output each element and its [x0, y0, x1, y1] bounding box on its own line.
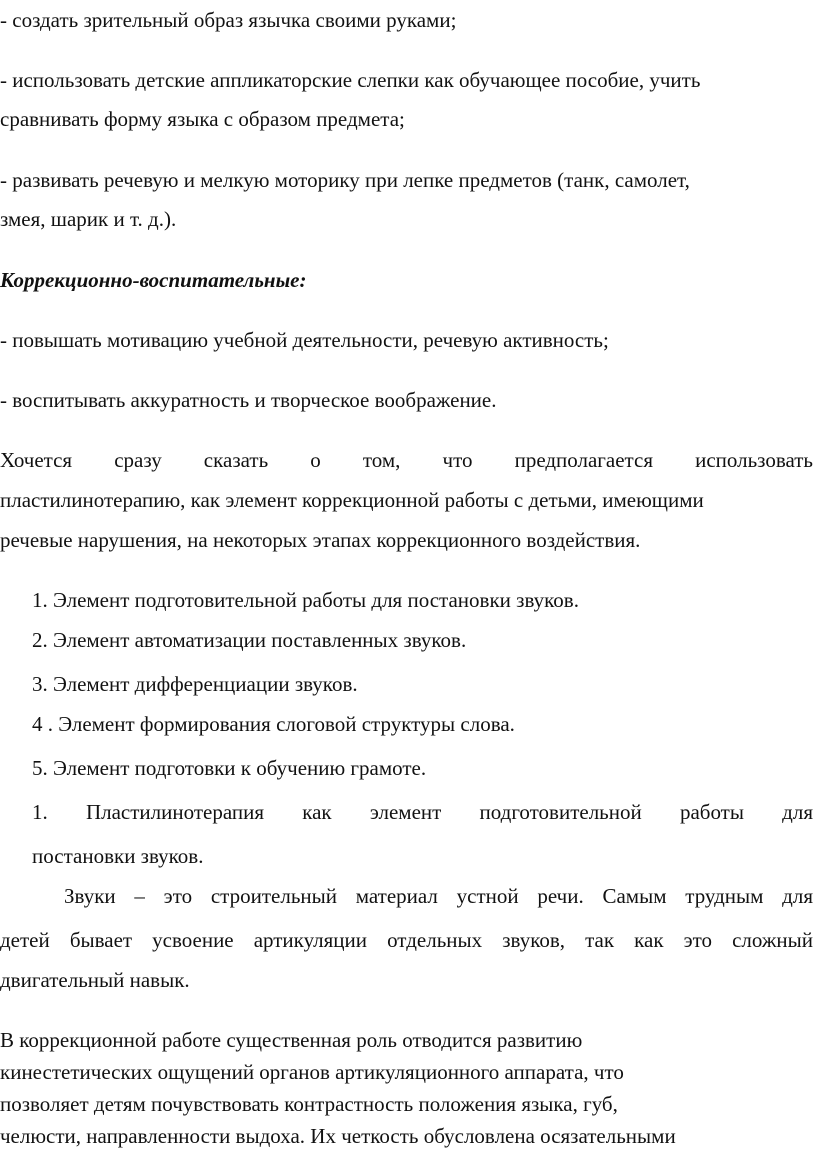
list-item-4: 4 . Элемент формирования слоговой структуры слова.	[32, 712, 515, 736]
body-line-1: Звуки – это строительный материал устной речи. Самым трудным для	[64, 884, 813, 908]
list-item-5: 5. Элемент подготовки к обучению грамоте.	[32, 756, 427, 780]
goal-line-2: - использовать детские аппликаторские слепки как обучающее пособие, учить	[0, 68, 701, 92]
body-line-6: позволяет детям почувствовать контрастность положения языка, губ,	[0, 1092, 618, 1116]
goal-line-5: - воспитывать аккуратность и творческое воображение.	[0, 388, 497, 412]
goal-line-2-cont: сравнивать форму языка с образом предмета;	[0, 107, 405, 131]
goal-line-3: - развивать речевую и мелкую моторику при лепке предметов (танк, самолет,	[0, 168, 690, 192]
body-line-4: В коррекционной работе существенная роль отводится развитию	[0, 1028, 583, 1052]
intro-line-1: Хочется сразу сказать о том, что предполагается использовать	[0, 448, 813, 472]
list-item-2: 2. Элемент автоматизации поставленных звуков.	[32, 628, 467, 652]
body-line-3: двигательный навык.	[0, 968, 190, 992]
list-item-3: 3. Элемент дифференциации звуков.	[32, 672, 358, 696]
intro-line-3: речевые нарушения, на некоторых этапах коррекционного воздействия.	[0, 528, 641, 552]
goal-line-1: - создать зрительный образ язычка своими руками;	[0, 8, 457, 32]
list-item-1: 1. Элемент подготовительной работы для постановки звуков.	[32, 588, 579, 612]
body-line-2: детей бывает усвоение артикуляции отдельных звуков, так как это сложный	[0, 928, 813, 952]
body-line-5: кинестетических ощущений органов артикуляционного аппарата, что	[0, 1060, 624, 1084]
section-title: 1. Пластилинотерапия как элемент подготовительной работы для	[32, 800, 813, 824]
body-line-7: челюсти, направленности выдоха. Их четкость обусловлена осязательными	[0, 1124, 676, 1148]
intro-line-2: пластилинотерапию, как элемент коррекционной работы с детьми, имеющими	[0, 488, 704, 512]
section-title-cont: постановки звуков.	[32, 844, 204, 868]
section-heading: Коррекционно-воспитательные:	[0, 268, 307, 292]
goal-line-3-cont: змея, шарик и т. д.).	[0, 207, 177, 231]
goal-line-4: - повышать мотивацию учебной деятельности, речевую активность;	[0, 328, 609, 352]
